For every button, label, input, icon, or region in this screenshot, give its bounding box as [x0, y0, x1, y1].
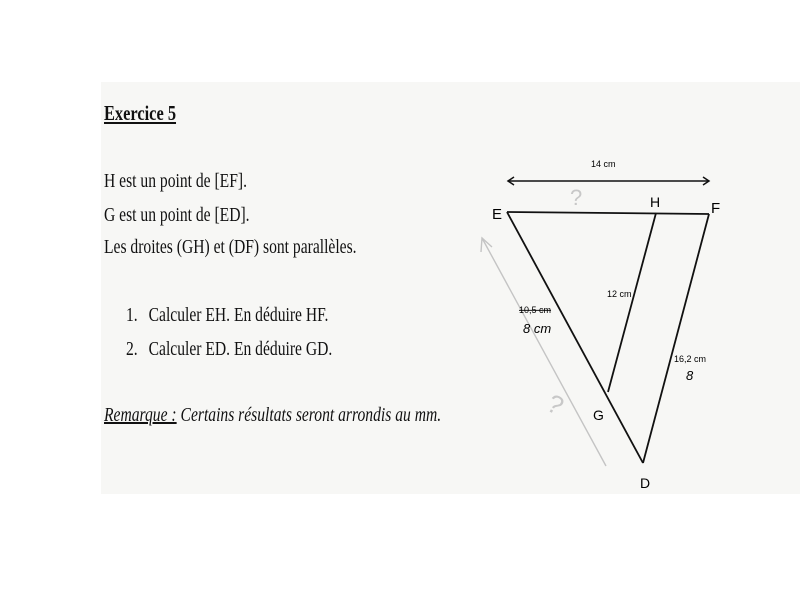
statement-h-on-ef: H est un point de [EF]. — [104, 170, 247, 192]
remark-text: Certains résultats seront arrondis au mm. — [176, 404, 442, 426]
point-label-e: E — [492, 206, 503, 223]
point-label-g: G — [593, 407, 604, 423]
ed-dimension-arrow — [481, 238, 606, 466]
question-2-number: 2. — [126, 338, 138, 360]
segment-ef — [507, 212, 709, 214]
triangle-edf — [507, 212, 709, 463]
segment-fd — [643, 214, 709, 463]
label-ef-length: 14 cm — [591, 159, 616, 169]
question-1-number: 1. — [126, 304, 138, 326]
question-1-text: Calculer EH. En déduire HF. — [148, 304, 329, 326]
label-df-handwritten: 8 — [686, 368, 694, 383]
statement-parallel-lines: Les droites (GH) et (DF) sont parallèles. — [104, 236, 357, 258]
point-label-h: H — [650, 194, 661, 210]
ef-dimension-arrow — [508, 177, 709, 185]
question-2-text: Calculer ED. En déduire GD. — [148, 338, 333, 360]
remark-label: Remarque : — [104, 404, 177, 426]
statement-g-on-ed: G est un point de [ED]. — [104, 204, 250, 226]
exercise-title: Exercice 5 — [104, 101, 177, 125]
label-df-length: 16,2 cm — [674, 354, 707, 364]
label-eg-length: 8 cm — [523, 321, 552, 336]
point-label-d: D — [640, 475, 651, 491]
unknown-mark-ed: ? — [541, 387, 569, 422]
point-label-f: F — [711, 200, 721, 217]
segment-gh — [608, 213, 656, 392]
label-gh-length: 12 cm — [607, 289, 632, 299]
unknown-mark-eh: ? — [570, 185, 583, 210]
label-eg-crossed: 10,5 cm — [519, 305, 552, 315]
